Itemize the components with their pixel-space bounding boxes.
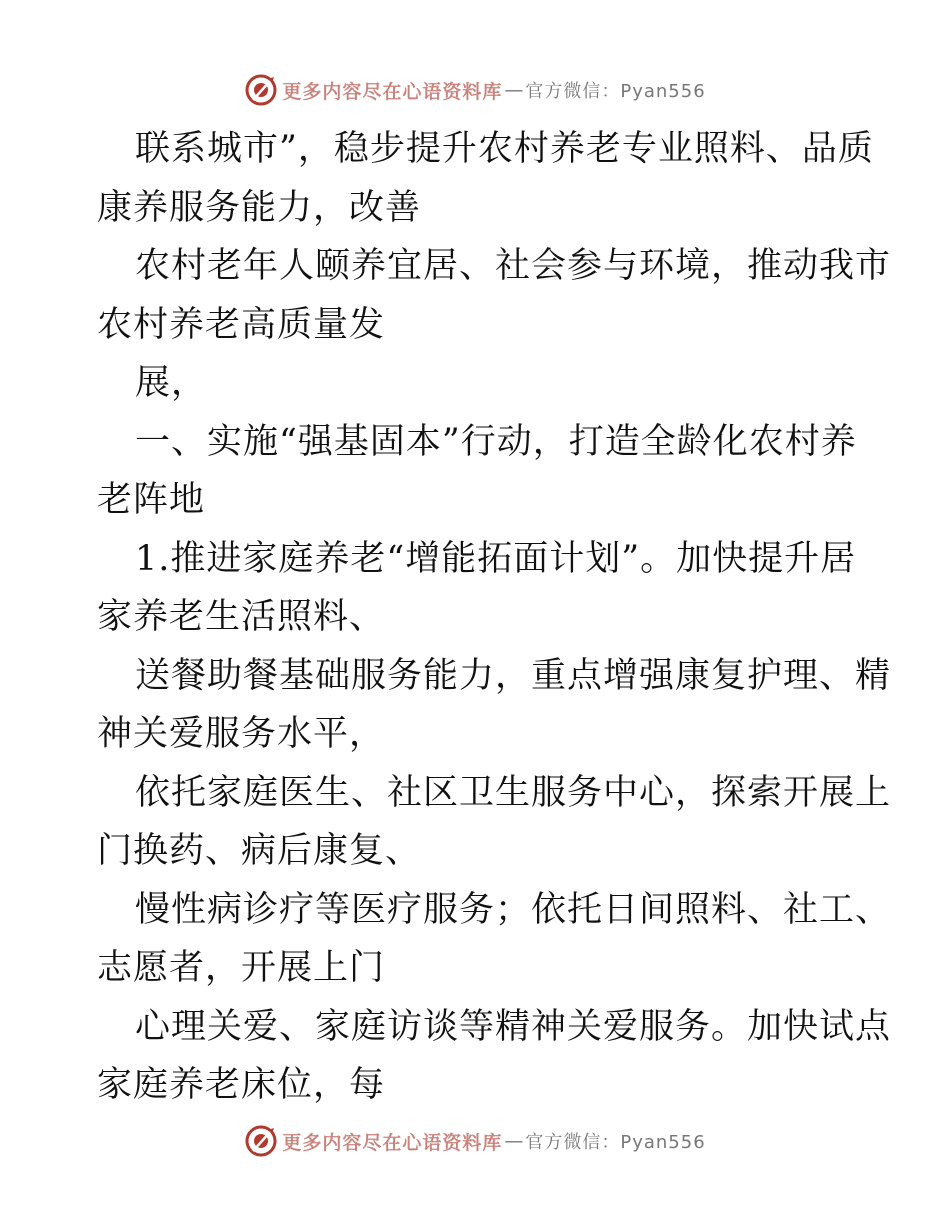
paragraph: [97, 764, 892, 881]
header-banner: [0, 70, 950, 110]
brand-logo-icon: [244, 1124, 278, 1158]
banner-site-name: 更多内容尽在心语资料库: [282, 1131, 503, 1154]
section-heading: [97, 413, 857, 530]
banner-separator: —: [504, 79, 524, 101]
paragraph-line: 农村养老高质量发: [97, 304, 386, 345]
banner-site-name: 更多内容尽在心语资料库: [282, 80, 503, 103]
banner-contact: 官方微信：Pyan556: [525, 81, 706, 102]
paragraph-line: 家庭养老床位，每: [97, 1065, 386, 1105]
paragraph-line: 家养老生活照料、: [97, 597, 386, 637]
paragraph: [97, 530, 857, 647]
paragraph-line: 展，: [135, 363, 208, 403]
paragraph-line: 神关爱服务水平，: [97, 714, 386, 754]
paragraph-line: 送餐助餐基础服务能力，重点增强康复护理、精: [135, 655, 892, 696]
footer-banner: [0, 1121, 950, 1161]
paragraph-line: 1.推进家庭养老“增能拓面计划”。加快提升居: [135, 538, 857, 579]
paragraph-line: 联系城市”，稳步提升农村养老专业照料、品质: [135, 129, 874, 169]
paragraph: [97, 998, 892, 1115]
paragraph: [97, 354, 857, 413]
paragraph-line: 心理关爱、家庭访谈等精神关爱服务。加快试点: [135, 1006, 892, 1047]
paragraph-line: 志愿者，开展上门: [97, 948, 386, 988]
paragraph-line: 一、实施“强基固本”行动，打造全龄化农村养: [135, 421, 857, 462]
document-body: [97, 120, 892, 1115]
banner-separator: —: [504, 1130, 524, 1152]
paragraph-line: 依托家庭医生、社区卫生服务中心，探索开展上: [135, 772, 892, 813]
brand-logo-icon: [244, 73, 278, 107]
paragraph-line: 慢性病诊疗等医疗服务；依托日间照料、社工、: [135, 889, 892, 930]
paragraph: [97, 881, 892, 998]
paragraph: [97, 120, 874, 237]
paragraph: [97, 647, 892, 764]
paragraph-line: 康养服务能力，改善: [97, 187, 422, 228]
paragraph-line: 农村老年人颐养宜居、社会参与环境，推动我市: [135, 246, 892, 286]
paragraph-line: 老阵地: [97, 480, 206, 520]
paragraph: [97, 237, 892, 354]
banner-contact: 官方微信：Pyan556: [525, 1132, 706, 1153]
paragraph-line: 门换药、病后康复、: [97, 831, 422, 871]
